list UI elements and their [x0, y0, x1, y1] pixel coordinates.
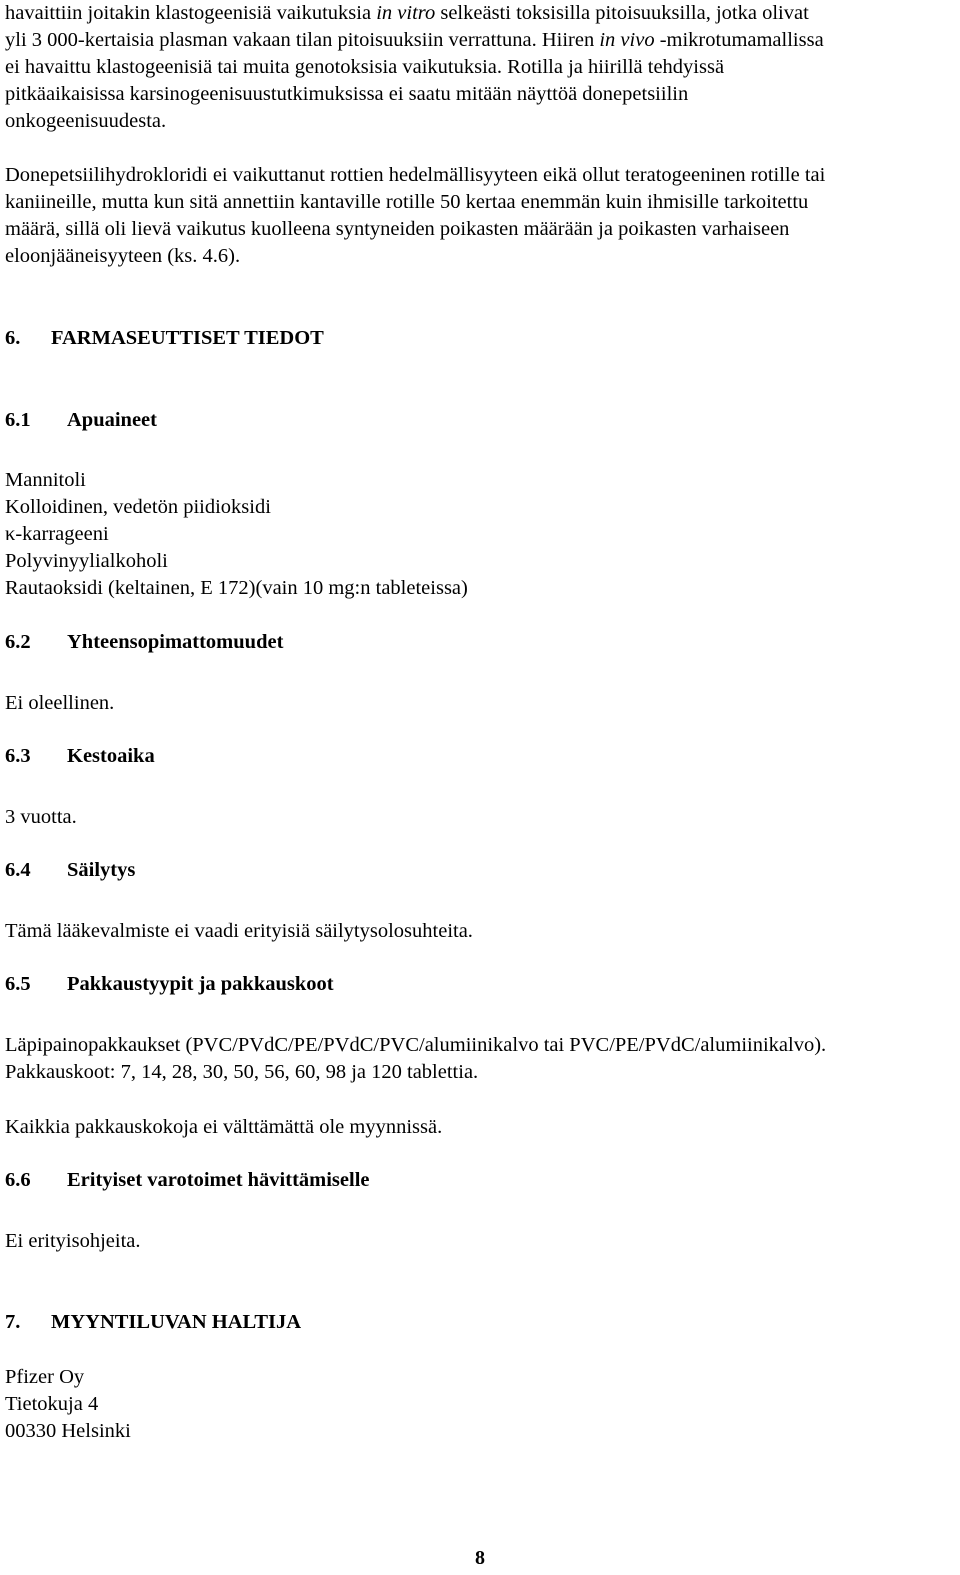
text-segment: yli 3 000-kertaisia plasman vakaan tilan pitoisuuksiin verrattuna. Hiiren: [5, 29, 600, 51]
italic-term: in vivo: [599, 29, 655, 51]
repro-line-3: määrä, sillä oli lievä vaikutus kuolleena syntyneiden poikasten määrään ja poikasten varhaiseen: [5, 218, 790, 240]
page-number: 8: [475, 1547, 485, 1569]
text-segment: selkeästi toksisilla pitoisuuksilla, jotka olivat: [435, 2, 809, 24]
reproduction-paragraph: [5, 162, 825, 270]
section-7-heading: [5, 1309, 301, 1336]
pack-availability-note: Kaikkia pakkauskokoja ei välttämättä ole myynnissä.: [5, 1116, 443, 1138]
section-title: MYYNTILUVAN HALTIJA: [51, 1311, 302, 1333]
packaging-paragraph: [5, 1032, 826, 1086]
pack-sizes-line: Pakkauskoot: 7, 14, 28, 30, 50, 56, 60, 98 ja 120 tablettia.: [5, 1061, 479, 1083]
subsection-6-1-heading: [5, 407, 157, 434]
address-line: Pfizer Oy: [5, 1366, 85, 1388]
subsection-number: 6.1: [5, 409, 31, 431]
subsection-6-6-heading: [5, 1167, 370, 1194]
excipient-item: κ-karrageeni: [5, 523, 109, 545]
packaging-types-line: Läpipainopakkaukset (PVC/PVdC/PE/PVdC/PVC/alumiinikalvo tai PVC/PE/PVdC/alumiinikalvo).: [5, 1034, 827, 1056]
subsection-6-5-heading: [5, 971, 334, 998]
subsection-number: 6.6: [5, 1169, 31, 1191]
intro-line-5: onkogeenisuudesta.: [5, 110, 167, 132]
excipient-item: Mannitoli: [5, 469, 86, 491]
subsection-title: Erityiset varotoimet hävittämiselle: [67, 1169, 370, 1191]
italic-term: in vitro: [376, 2, 436, 24]
intro-line-4: pitkäaikaisissa karsinogeenisuustutkimuksissa ei saatu mitään näyttöä donepetsiilin: [5, 83, 689, 105]
repro-line-1: Donepetsiilihydrokloridi ei vaikuttanut rottien hedelmällisyyteen eikä ollut teratogeeninen rotille tai: [5, 164, 826, 186]
marketing-authorisation-holder-address: [5, 1364, 131, 1445]
incompatibilities-text: Ei oleellinen.: [5, 692, 115, 714]
subsection-number: 6.4: [5, 859, 31, 881]
storage-text: Tämä lääkevalmiste ei vaadi erityisiä säilytysolosuhteita.: [5, 920, 473, 942]
intro-line-1: [5, 0, 824, 27]
subsection-title: Apuaineet: [67, 409, 157, 431]
subsection-title: Kestoaika: [67, 745, 155, 767]
excipients-list: [5, 467, 468, 602]
subsection-number: 6.5: [5, 973, 31, 995]
text-segment: havaittiin joitakin klastogeenisiä vaikutuksia: [5, 2, 377, 24]
intro-paragraph: [5, 0, 824, 135]
section-number: 6.: [5, 327, 21, 349]
intro-line-2: [5, 27, 824, 54]
subsection-title: Pakkaustyypit ja pakkauskoot: [67, 973, 334, 995]
section-number: 7.: [5, 1311, 21, 1333]
subsection-title: Säilytys: [67, 859, 136, 881]
section-6-heading: [5, 325, 324, 352]
excipient-item: Polyvinyylialkoholi: [5, 550, 168, 572]
subsection-6-3-heading: [5, 743, 155, 770]
subsection-number: 6.2: [5, 631, 31, 653]
subsection-6-2-heading: [5, 629, 283, 656]
subsection-6-4-heading: [5, 857, 135, 884]
text-segment: -mikrotumamallissa: [654, 29, 824, 51]
repro-line-4: eloonjääneisyyteen (ks. 4.6).: [5, 245, 241, 267]
disposal-text: Ei erityisohjeita.: [5, 1230, 141, 1252]
subsection-number: 6.3: [5, 745, 31, 767]
address-line: 00330 Helsinki: [5, 1420, 131, 1442]
subsection-title: Yhteensopimattomuudet: [67, 631, 284, 653]
intro-line-3: ei havaittu klastogeenisiä tai muita genotoksisia vaikutuksia. Rotilla ja hiirillä tehdyissä: [5, 56, 725, 78]
shelf-life-text: 3 vuotta.: [5, 806, 77, 828]
address-line: Tietokuja 4: [5, 1393, 99, 1415]
excipient-item: Kolloidinen, vedetön piidioksidi: [5, 496, 271, 518]
section-title: FARMASEUTTISET TIEDOT: [51, 327, 324, 349]
repro-line-2: kaniineille, mutta kun sitä annettiin kantaville rotille 50 kertaa enemmän kuin ihmisille tarkoitettu: [5, 191, 809, 213]
excipient-item: Rautaoksidi (keltainen, E 172)(vain 10 mg:n tableteissa): [5, 577, 468, 599]
